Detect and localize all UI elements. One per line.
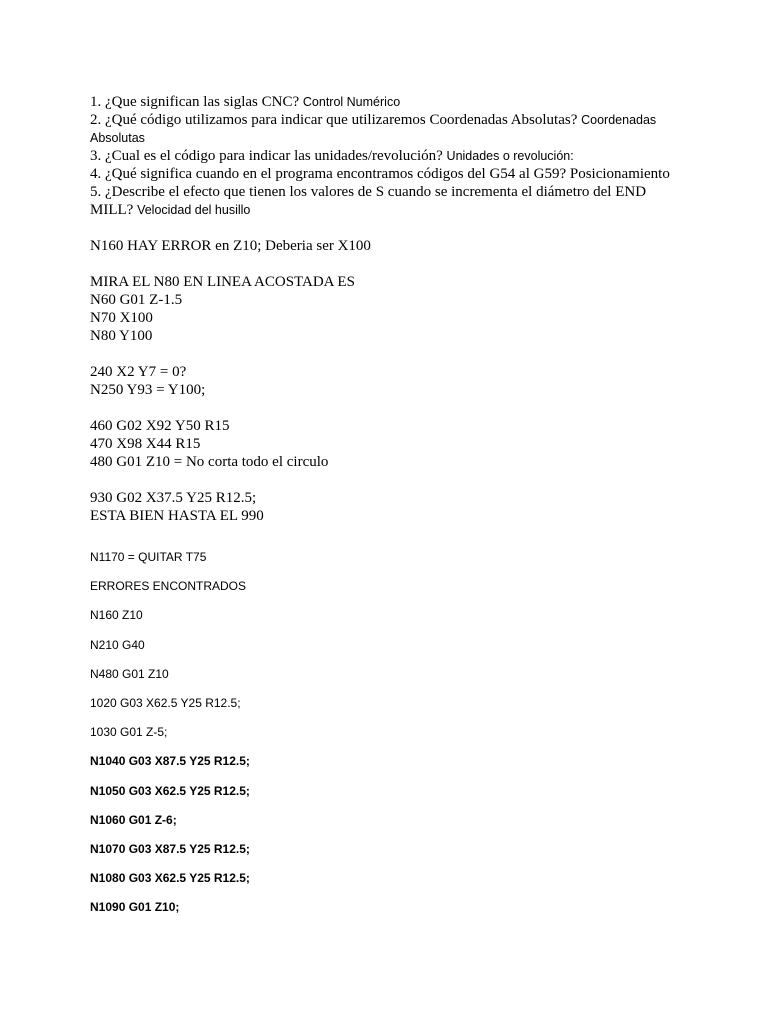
question-5: [90, 183, 690, 219]
question-text: 1. ¿Que significan las siglas CNC?: [90, 94, 300, 110]
question-text: 5. ¿Describe el efecto que tienen los valores de S cuando se incrementa el diámetro del END MILL?: [90, 184, 647, 218]
error-item: N480 G01 Z10: [90, 666, 169, 681]
code-line: ESTA BIEN HASTA EL 990: [90, 508, 264, 524]
error-item: N210 G40: [90, 637, 145, 652]
bold-error-item: N1060 G01 Z-6;: [90, 812, 177, 827]
question-text: 4. ¿Qué significa cuando en el programa encontramos códigos del G54 al G59?: [90, 166, 567, 182]
note-n160: N160 HAY ERROR en Z10; Deberia ser X100: [90, 238, 371, 254]
code-line: N80 Y100: [90, 328, 153, 344]
bold-error-item: N1040 G03 X87.5 Y25 R12.5;: [90, 754, 250, 769]
spacer: [90, 345, 690, 363]
code-line: N250 Y93 = Y100;: [90, 382, 206, 398]
error-item: 1030 G01 Z-5;: [90, 725, 168, 740]
bold-error-item: N1050 G03 X62.5 Y25 R12.5;: [90, 783, 250, 798]
code-line: 240 X2 Y7 = 0?: [90, 364, 187, 380]
spacer: [90, 399, 690, 417]
code-line: 480 G01 Z10 = No corta todo el circulo: [90, 454, 329, 470]
spacer: [90, 255, 690, 273]
question-text: 3. ¿Cual es el código para indicar las unidades/revolución?: [90, 148, 443, 164]
bold-error-item: N1080 G03 X62.5 Y25 R12.5;: [90, 871, 250, 886]
answer-text: Velocidad del husillo: [137, 203, 251, 217]
block-460: [90, 417, 690, 471]
block-240: [90, 363, 690, 399]
answer-text: Control Numérico: [302, 95, 401, 109]
block-930: [90, 489, 690, 525]
answer-text: Coordenadas Absolutas: [90, 113, 657, 145]
code-line: N70 X100: [90, 310, 153, 326]
question-text: 2. ¿Qué código utilizamos para indicar que utilizaremos Coordenadas Absolutas?: [90, 112, 578, 128]
spacer: [90, 471, 690, 489]
document-page: [90, 93, 690, 929]
answer-text: Unidades o revolución:: [446, 149, 574, 163]
bold-error-item: N1090 G01 Z10;: [90, 900, 180, 915]
error-item: 1020 G03 X62.5 Y25 R12.5;: [90, 695, 241, 710]
mira-block: [90, 273, 690, 345]
spacer: [90, 219, 690, 237]
code-line: 460 G02 X92 Y50 R15: [90, 418, 230, 434]
errors-block: [90, 550, 690, 914]
mira-line: MIRA EL N80 EN LINEA ACOSTADA ES: [90, 274, 355, 290]
errors-heading: ERRORES ENCONTRADOS: [90, 579, 247, 594]
code-line: N60 G01 Z-1.5: [90, 292, 183, 308]
question-2: [90, 111, 690, 147]
questions-block: [90, 93, 690, 525]
code-line: 930 G02 X37.5 Y25 R12.5;: [90, 490, 257, 506]
answer-text: Posicionamiento: [569, 166, 670, 182]
error-item: N160 Z10: [90, 608, 143, 623]
bold-error-item: N1070 G03 X87.5 Y25 R12.5;: [90, 841, 250, 856]
question-3: [90, 147, 690, 165]
question-1: [90, 93, 690, 111]
code-line: 470 X98 X44 R15: [90, 436, 201, 452]
question-4: [90, 165, 690, 183]
quitar-line: N1170 = QUITAR T75: [90, 550, 207, 564]
